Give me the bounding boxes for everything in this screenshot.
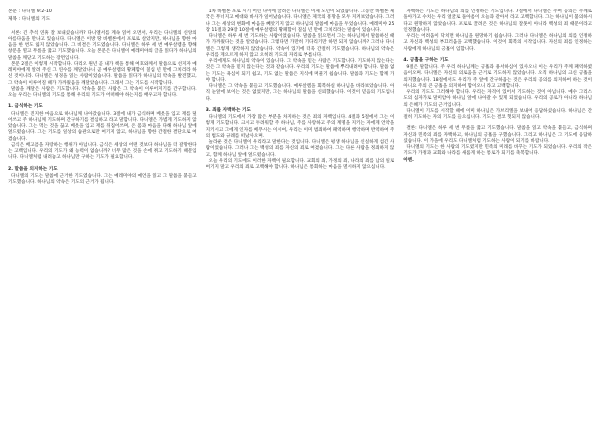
paragraph: 본문 2절은 이렇게 시작합니다. 다리오 원년 곧 내가 책을 통해 여호와께서 말씀으로 선지자 예레미야에게 알려 주신 그 연수를 깨달았나니 곧 예루살렘의 황폐함이 칠십 년 만에 그치리라 하신 것이니라. 다니엘은 성경을 읽는 사람이었습니다. 말씀을 읽다가 하나님의 약속을 발견했고, 그 약속이 이루어질 때가 가까웠음을 깨달았습니다. 그래서 그는 기도를 시작합니다. [8,61,197,86]
paragraph: 우리에게도 하나님의 약속이 있습니다. 그 약속을 믿는 사람은 기도합니다. 기도하지 않는다는 것은 그 약속을 믿지 않는다는 것과 같습니다. 우리의 기도는 말씀에 뿌리내려야 합니다. 말씀 없는 기도는 욕심이 되기 쉽고, 기도 없는 말씀은 지식에 머물기 쉽습니다. 말씀과 기도는 함께 가야 합니다. [205,59,395,83]
paragraph: 오늘 우리의 기도에도 이러한 자백이 필요합니다. 교회의 죄, 가정의 죄, 나라의 죄를 남의 일로 여기지 말고 우리의 죄로 고백해야 합니다. 하나님은 통회하는 마음을 멸시하지 않으십니다. [205,158,395,170]
section-heading: 4. 긍휼을 구하는 기도 [403,57,449,63]
paragraph: 다니엘이 기도를 시작할 때에 이미 하나님은 가브리엘을 보내어 응답하셨습니다. 하나님은 간절히 기도하는 자의 기도를 들으십니다. 기도는 결코 헛되지 않습니다. [403,108,593,120]
paragraph: 서론: 긴 추석 연휴 잘 보내셨습니까? 다니엘서를 계속 읽어 오면서, 우리는 다니엘의 신앙의 아름다움을 만나고 있습니다. 다니엘은 이방 땅 바벨론에서 포로로 살았지만, 하나님을 향한 마음을 한 번도 잃지 않았습니다. 그 비결은 기도였습니다. 다니엘은 하루 세 번 예루살렘을 향해 창문을 열고 무릎을 꿇고 기도했습니다. 오늘 본문은 다니엘이 예레미야의 글을 읽다가 하나님의 말씀을 깨닫고 기도하는 장면입니다. [8,30,197,61]
section-heading: 2. 말씀을 의지하는 기도 [8,166,58,172]
paragraph: 다니엘의 기도는 말씀에 근거한 기도였습니다. 그는 예레미야의 예언을 읽고 그 말씀을 붙들고 기도했습니다. 하나님의 약속은 기도의 근거가 됩니다. [8,173,197,185]
text-column-3 [403,9,592,417]
sermon-title: 제목 : 다니엘의 기도 [8,17,51,23]
paragraph: 다니엘은 진지한 마음으로 하나님께 나아갔습니다. 3절에 내가 금식하며 베옷을 입고 재를 덮어쓰고 주 하나님께 기도하며 간구하기를 결심하고 라고 말합니다. 다니엘은 가볍게 기도하지 않았습니다. 그는 먹는 것을 끊고 베옷을 입고 재를 뒤집어쓰며, 온 몸과 마음을 다해 하나님 앞에 엎드렸습니다. 그는 기도를 일상의 습관으로만 여기지 않고, 하나님을 향한 간절한 결단으로 여겼습니다. [8,111,197,142]
paragraph: 우리의 기도도 그러해야 합니다. 우리는 자격이 있어서 기도하는 것이 아닙니다. 예수 그리스도의 십자가로 말미암아 하나님 앞에 나아갈 수 있게 되었습니다. 우리의 공로가 아니라 하나님의 은혜가 기도의 근거입니다. [403,90,593,108]
paragraph: 다니엘의 기도는 한 사람의 기도였지만 민족의 미래를 바꾸는 기도가 되었습니다. 우리의 작은 기도가 가정과 교회와 나라를 새롭게 하는 통로가 되기를 축복합니다. [403,145,593,157]
closing-amen: 아멘. [403,157,414,163]
paragraph: 1차 바벨론 포로 시기 어린 나이에 끌려온 다니엘은 이제 노년이 되었습니다. 그동안 바벨론 제국은 무너지고 메대와 바사가 일어났습니다. 다니엘은 제국의 흥망을 모두 지켜보았습니다. 그러나 그는 세상의 변화에 마음을 빼앗기지 않고 하나님의 말씀에 마음을 두었습니다. 예레미야 25장 11절과 29장 10절에 예루살렘의 황폐함이 칠십 년 만에 그치리라는 말씀이 있습니다. [205,9,395,33]
paragraph: 우리는 어려움이 닥치면 하나님을 원망하기 쉽습니다. 그러나 다니엘은 하나님의 의를 인정하고 자신과 백성의 부끄러움을 고백했습니다. 이것이 회복의 시작입니다. 자신의 죄를 인정하는 사람에게 하나님의 긍휼이 임합니다. [403,34,593,52]
paragraph: 놀라운 것은 다니엘이 우리라고 말한다는 것입니다. 다니엘은 평생 하나님을 신실하게 섬긴 사람이었습니다. 그러나 그는 백성의 죄를 자신의 죄로 여겼습니다. 그는 다른 사람을 정죄하지 않고, 함께 하나님 앞에 엎드렸습니다. [205,140,395,158]
section-heading: 1. 금식하는 기도 [8,104,43,110]
scripture-reference: 본문 : 다니엘 9:2-10 [8,9,52,14]
paragraph: 자백하는 기도는 하나님의 의를 인정하는 기도입니다. 7절에서 다니엘은 주여 공의는 주께로 돌아가고 수치는 우리 얼굴로 돌아옴이 오늘과 같아서 라고 고백합니다. 그는 하나님이 불의하시다고 원망하지 않았습니다. 포로로 끌려온 것은 하나님의 잘못이 아니라 백성의 죄 때문이라고 인정했습니다. [403,9,593,33]
paragraph: 금식은 배고픔을 자랑하는 행위가 아닙니다. 금식은 세상의 어떤 것보다 하나님을 더 갈망한다는 고백입니다. 우리의 기도가 왜 능력이 없습니까? 너무 많은 것을 손에 쥐고 기도하기 때문입니다. 다니엘처럼 내려놓고 하나님만 구하는 기도가 필요합니다. [8,142,197,161]
text-column-1 [8,9,197,417]
paragraph: 다니엘은 그 약속을 붙들고 기도했습니다. 예루살렘을 회복하실 하나님을 바라보았습니다. 아직 눈앞에 보이는 것은 없었지만, 그는 하나님의 말씀을 신뢰했습니다. 이것이 믿음의 기도입니다. [205,84,395,102]
paragraph: 9절은 말합니다. 주 우리 하나님께는 긍휼과 용서하심이 있사오니 이는 우리가 주께 패역하였음이오며. 다니엘은 자신의 의로움을 근거로 기도하지 않았습니다. 오직 하나님의 크신 긍휼을 의지했습니다. 18절에서도 우리가 주 앞에 간구하옵는 것은 우리의 공의를 의지하여 하는 것이 아니요 주의 큰 긍휼을 의지하여 함이오니 라고 고백합니다. [403,65,593,89]
section-heading: 3. 죄를 자백하는 기도 [205,107,251,113]
paragraph: 다니엘은 하루 세 번 기도하는 사람이었습니다. 말씀을 읽으면서 그는 하나님께서 말씀하신 때가 가까웠다는 것을 알았습니다. 그렇다면 가만히 기다리기만 하면 되지 않습니까? 그러나 다니엘은 그렇게 생각하지 않았습니다. 약속이 있기에 더욱 간절히 기도했습니다. 하나님의 약속은 우리를 게으르게 하지 않고 오히려 기도의 자리로 부릅니다. [205,34,395,58]
paragraph: 다니엘의 기도에서 가장 많은 부분을 차지하는 것은 죄의 자백입니다. 4절과 5절에서 그는 이렇게 기도합니다. 크시고 두려워할 주 하나님, 주를 사랑하고 주의 계명을 지키는 자에게 언약을 지키시고 그에게 인자를 베푸시는 이시여, 우리는 이미 범죄하여 패역하며 행악하며 반역하여 주의 법도와 규례를 떠났사오며. [205,115,395,139]
text-column-2 [206,9,395,417]
paragraph: 말씀을 깨달은 사람은 기도합니다. 약속을 붙든 사람은 그 약속이 이루어지기를 간구합니다. 오늘 우리는 다니엘의 기도를 통해 우리의 기도가 어떠해야 하는지를 배우고자 합니다. [8,86,197,98]
conclusion-paragraph: 결론: 다니엘은 하루 세 번 무릎을 꿇고 기도했습니다. 말씀을 읽고 약속을 붙들고, 금식하며 자신과 민족의 죄를 자백하고, 하나님의 긍휼을 구했습니다. 그리고 하나님은 그 기도에 응답하셨습니다. 이 가을에 우리도 다니엘처럼 기도하는 사람이 되기를 바랍니다. [403,126,593,144]
